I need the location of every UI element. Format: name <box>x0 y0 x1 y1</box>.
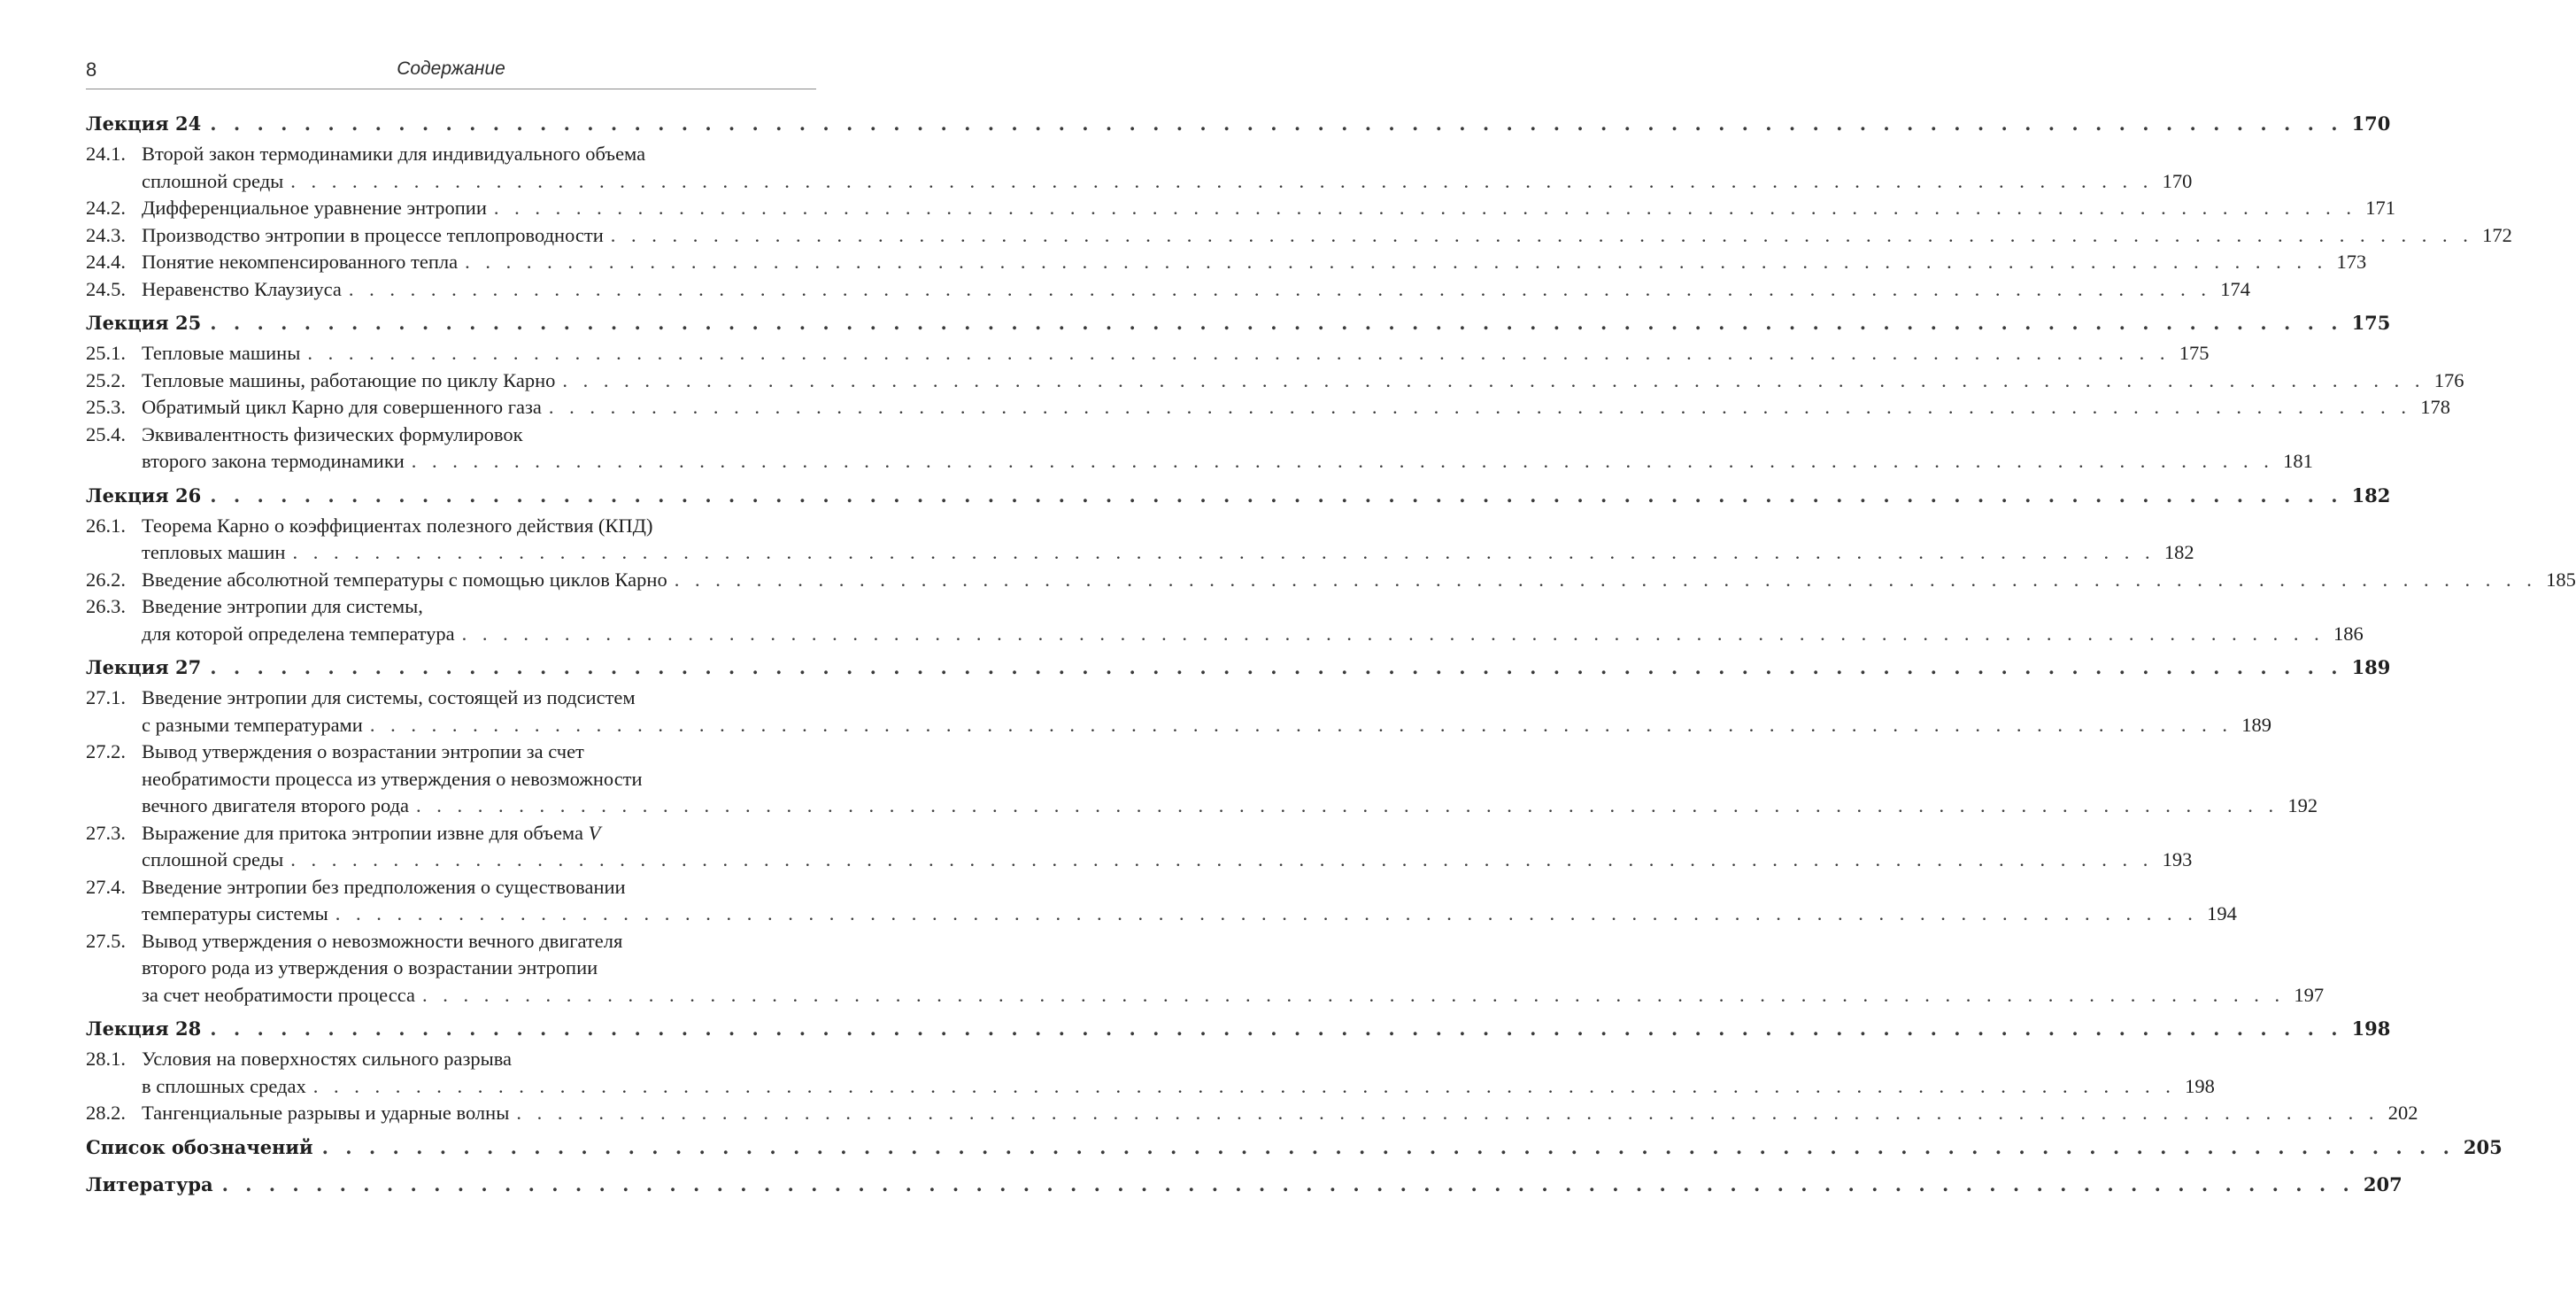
dot-leader <box>290 168 2153 196</box>
toc-section-entry[interactable] <box>86 394 2450 422</box>
section-number: 26.1. <box>86 514 126 537</box>
chapter-title: Лекция 26 <box>86 483 202 507</box>
section-title <box>142 739 2318 820</box>
section-title-line <box>142 567 675 594</box>
chapter-page-number: 198 <box>2351 1017 2391 1040</box>
dot-leader <box>412 448 2274 476</box>
section-number: 28.1. <box>86 1048 126 1070</box>
dot-leader <box>562 367 2425 395</box>
section-page-number: 170 <box>2162 169 2193 192</box>
section-page-number: 176 <box>2433 368 2464 391</box>
dot-leader <box>422 982 2285 1009</box>
running-head <box>86 55 816 89</box>
section-page-number: 182 <box>2163 541 2194 563</box>
section-title-line <box>142 168 290 196</box>
toc-chapter-entry[interactable] <box>86 1131 2503 1164</box>
chapter-title: Лекция 28 <box>86 1017 202 1040</box>
section-page-number: 193 <box>2162 848 2193 870</box>
toc-section-entry[interactable] <box>86 513 2194 567</box>
toc-chapter-entry[interactable] <box>86 1168 2402 1202</box>
section-title-line <box>142 685 2271 712</box>
toc-section-entry[interactable] <box>86 422 2313 476</box>
section-title <box>142 1100 2418 1127</box>
dot-leader <box>210 1012 2342 1046</box>
dot-leader <box>335 901 2198 928</box>
section-title-line <box>142 195 494 222</box>
section-title-text: Производство энтропии в процессе теплопроводности <box>142 223 604 246</box>
section-title-text: второго рода из утверждения о возрастании энтропии <box>142 956 598 979</box>
chapter-title: Лекция 25 <box>86 312 202 334</box>
dot-leader <box>210 306 2342 340</box>
chapter-page-number: 189 <box>2351 656 2391 678</box>
toc-section-entry[interactable] <box>86 367 2464 395</box>
section-page-number: 181 <box>2283 450 2313 472</box>
section-title <box>142 820 2192 874</box>
chapter-title: Лекция 24 <box>86 112 202 135</box>
chapter-title: Литература <box>86 1172 213 1195</box>
running-title: Содержание <box>397 58 505 79</box>
toc-section-entry[interactable] <box>86 195 2395 222</box>
section-title-line <box>142 513 2194 540</box>
toc-section-entry[interactable] <box>86 276 2251 304</box>
toc-section-entry[interactable] <box>86 739 2318 820</box>
section-page-number: 173 <box>2336 251 2367 273</box>
section-number: 27.5. <box>86 929 126 952</box>
dot-leader <box>322 1131 2455 1164</box>
chapter-page-number: 182 <box>2351 483 2391 507</box>
section-title-line <box>142 928 2324 955</box>
section-page-number: 171 <box>2365 197 2395 219</box>
section-title <box>142 340 2209 367</box>
section-page-number: 189 <box>2241 713 2271 736</box>
dot-leader <box>307 340 2170 367</box>
section-title-text: Введение энтропии для системы, состоящей из подсистем <box>142 686 636 708</box>
section-title-line <box>142 901 335 928</box>
section-title <box>142 222 2512 250</box>
toc-chapter-entry[interactable] <box>86 306 2391 340</box>
toc-section-entry[interactable] <box>86 874 2237 928</box>
toc-section-entry[interactable] <box>86 340 2210 367</box>
chapter-page-number: 170 <box>2351 112 2391 135</box>
section-page-number: 202 <box>2387 1102 2418 1124</box>
section-title-line <box>142 712 370 739</box>
toc-chapter-entry[interactable] <box>86 107 2391 141</box>
section-title-line <box>142 340 307 367</box>
section-number: 27.4. <box>86 875 126 898</box>
section-title-line <box>142 621 462 648</box>
section-title-line <box>142 222 611 250</box>
section-title-text: Условия на поверхностях сильного разрыва <box>142 1048 513 1070</box>
section-page-number: 194 <box>2207 902 2237 924</box>
section-number: 27.2. <box>86 740 126 762</box>
section-title-text: сплошной среды <box>142 169 284 192</box>
section-title-line <box>142 847 290 874</box>
section-title <box>142 513 2194 567</box>
section-title-line <box>142 820 2192 847</box>
section-number: 24.1. <box>86 143 126 165</box>
toc-section-entry[interactable] <box>86 1100 2418 1127</box>
section-title-line <box>142 766 2318 793</box>
section-title-text: Эквивалентность физических формулировок <box>142 422 523 445</box>
section-title-text: Вывод утверждения о невозможности вечного двигателя <box>142 929 623 952</box>
section-title-text: Введение энтропии без предположения о существовании <box>142 875 626 898</box>
toc-section-entry[interactable] <box>86 222 2512 250</box>
section-title-line <box>142 1046 2215 1073</box>
section-title-line <box>142 982 422 1009</box>
section-title-line <box>142 1073 313 1101</box>
dot-leader <box>494 195 2356 222</box>
section-page-number: 178 <box>2420 396 2450 418</box>
section-title-text: Введение абсолютной температуры с помощью циклов Карно <box>142 568 667 591</box>
section-title-text: Введение энтропии для системы, <box>142 595 423 617</box>
chapter-title: Лекция 27 <box>86 656 202 678</box>
section-title-line <box>142 448 412 476</box>
section-title-line <box>142 422 2313 449</box>
section-title-line <box>142 739 2318 766</box>
dot-leader <box>370 712 2233 739</box>
section-number: 24.2. <box>86 197 126 219</box>
section-title-text: за счет необратимости процесса <box>142 983 415 1006</box>
section-title-text: Дифференциальное уравнение энтропии <box>142 197 487 219</box>
dot-leader <box>210 651 2342 685</box>
toc-chapter-entry[interactable] <box>86 479 2391 513</box>
dot-leader <box>549 394 2411 422</box>
section-number: 26.3. <box>86 595 126 617</box>
section-title <box>142 249 2366 276</box>
section-title-line <box>142 394 549 422</box>
section-title <box>142 367 2464 395</box>
dot-leader <box>465 249 2327 276</box>
section-title <box>142 195 2395 222</box>
section-number: 24.4. <box>86 251 126 273</box>
section-title-line <box>142 1100 516 1127</box>
section-title-text: с разными температурами <box>142 713 363 736</box>
section-title-line <box>142 874 2237 901</box>
section-title-line <box>142 367 562 395</box>
toc-section-entry[interactable] <box>86 1046 2215 1100</box>
toc-section-entry[interactable] <box>86 593 2364 647</box>
section-page-number: 175 <box>2179 342 2210 364</box>
section-page-number: 197 <box>2294 983 2325 1006</box>
toc-section-entry[interactable] <box>86 685 2271 739</box>
section-page-number: 172 <box>2482 223 2512 246</box>
section-title <box>142 422 2313 476</box>
chapter-page-number: 207 <box>2363 1172 2402 1195</box>
dot-leader <box>516 1100 2379 1127</box>
section-number: 25.1. <box>86 342 126 364</box>
toc-chapter-entry[interactable] <box>86 1012 2391 1046</box>
section-number: 24.5. <box>86 277 126 300</box>
dot-leader <box>210 107 2342 141</box>
page-number: 8 <box>86 58 97 81</box>
chapter-page-number: 175 <box>2351 312 2391 334</box>
toc-section-entry[interactable] <box>86 141 2193 195</box>
section-title <box>142 141 2192 195</box>
section-title-text: Вывод утверждения о возрастании энтропии за счет <box>142 740 584 762</box>
section-title-text: тепловых машин <box>142 541 286 563</box>
dot-leader <box>290 847 2153 874</box>
section-title <box>142 928 2324 1009</box>
section-number: 26.2. <box>86 568 126 591</box>
dot-leader <box>313 1073 2176 1101</box>
toc-section-entry[interactable] <box>86 567 2576 594</box>
section-title-line <box>142 276 349 304</box>
section-title-text: для которой определена температура <box>142 622 455 645</box>
dot-leader <box>292 539 2155 567</box>
math-variable: V <box>588 821 601 844</box>
section-title-text: Тепловые машины, работающие по циклу Карно <box>142 368 556 391</box>
section-page-number: 185 <box>2546 568 2576 591</box>
section-title-line <box>142 593 2364 621</box>
section-page-number: 186 <box>2333 622 2364 645</box>
section-number: 25.3. <box>86 396 126 418</box>
table-of-contents <box>86 107 2576 1202</box>
section-title-text: Тангенциальные разрывы и ударные волны <box>142 1102 510 1124</box>
section-title <box>142 276 2250 304</box>
section-number: 25.4. <box>86 422 126 445</box>
section-title <box>142 685 2271 739</box>
section-number: 25.2. <box>86 368 126 391</box>
section-number: 27.3. <box>86 821 126 844</box>
section-title <box>142 1046 2215 1100</box>
section-page-number: 192 <box>2287 794 2318 816</box>
section-number: 27.1. <box>86 686 126 708</box>
toc-section-entry[interactable] <box>86 928 2325 1009</box>
toc-chapter-entry[interactable] <box>86 651 2391 685</box>
section-title-text: вечного двигателя второго рода <box>142 794 410 816</box>
section-title-text: температуры системы <box>142 902 328 924</box>
dot-leader <box>349 276 2211 304</box>
section-title-text: Неравенство Клаузиуса <box>142 277 342 300</box>
section-page-number: 198 <box>2185 1074 2215 1097</box>
section-title-text: Тепловые машины <box>142 342 301 364</box>
section-title-text: второго закона термодинамики <box>142 450 405 472</box>
chapter-title: Список обозначений <box>86 1135 313 1158</box>
section-title <box>142 567 2576 594</box>
section-title-line <box>142 793 416 820</box>
section-title-line <box>142 249 465 276</box>
dot-leader <box>675 567 2537 594</box>
section-title-line <box>142 141 2192 168</box>
section-title <box>142 874 2237 928</box>
section-title-text: сплошной среды <box>142 848 284 870</box>
section-title-line <box>142 955 2324 982</box>
toc-section-entry[interactable] <box>86 820 2193 874</box>
section-title <box>142 593 2364 647</box>
dot-leader <box>210 479 2342 513</box>
section-title-text: Обратимый цикл Карно для совершенного газа <box>142 396 542 418</box>
section-number: 24.3. <box>86 223 126 246</box>
section-title <box>142 394 2450 422</box>
section-title-text: Теорема Карно о коэффициентах полезного действия (КПД) <box>142 514 653 537</box>
dot-leader <box>611 222 2473 250</box>
section-title-text: необратимости процесса из утверждения о невозможности <box>142 767 643 790</box>
section-page-number: 174 <box>2220 277 2251 300</box>
dot-leader <box>416 793 2279 820</box>
section-number: 28.2. <box>86 1102 126 1124</box>
section-title-text: Понятие некомпенсированного тепла <box>142 251 459 273</box>
dot-leader <box>462 621 2325 648</box>
chapter-page-number: 205 <box>2463 1135 2503 1158</box>
toc-section-entry[interactable] <box>86 249 2367 276</box>
section-title-line <box>142 539 292 567</box>
section-title-text: Второй закон термодинамики для индивидуального объема <box>142 143 646 165</box>
dot-leader <box>222 1168 2355 1202</box>
section-title-text: в сплошных средах <box>142 1074 306 1097</box>
section-title-text: Выражение для притока энтропии извне для объема <box>142 821 583 844</box>
